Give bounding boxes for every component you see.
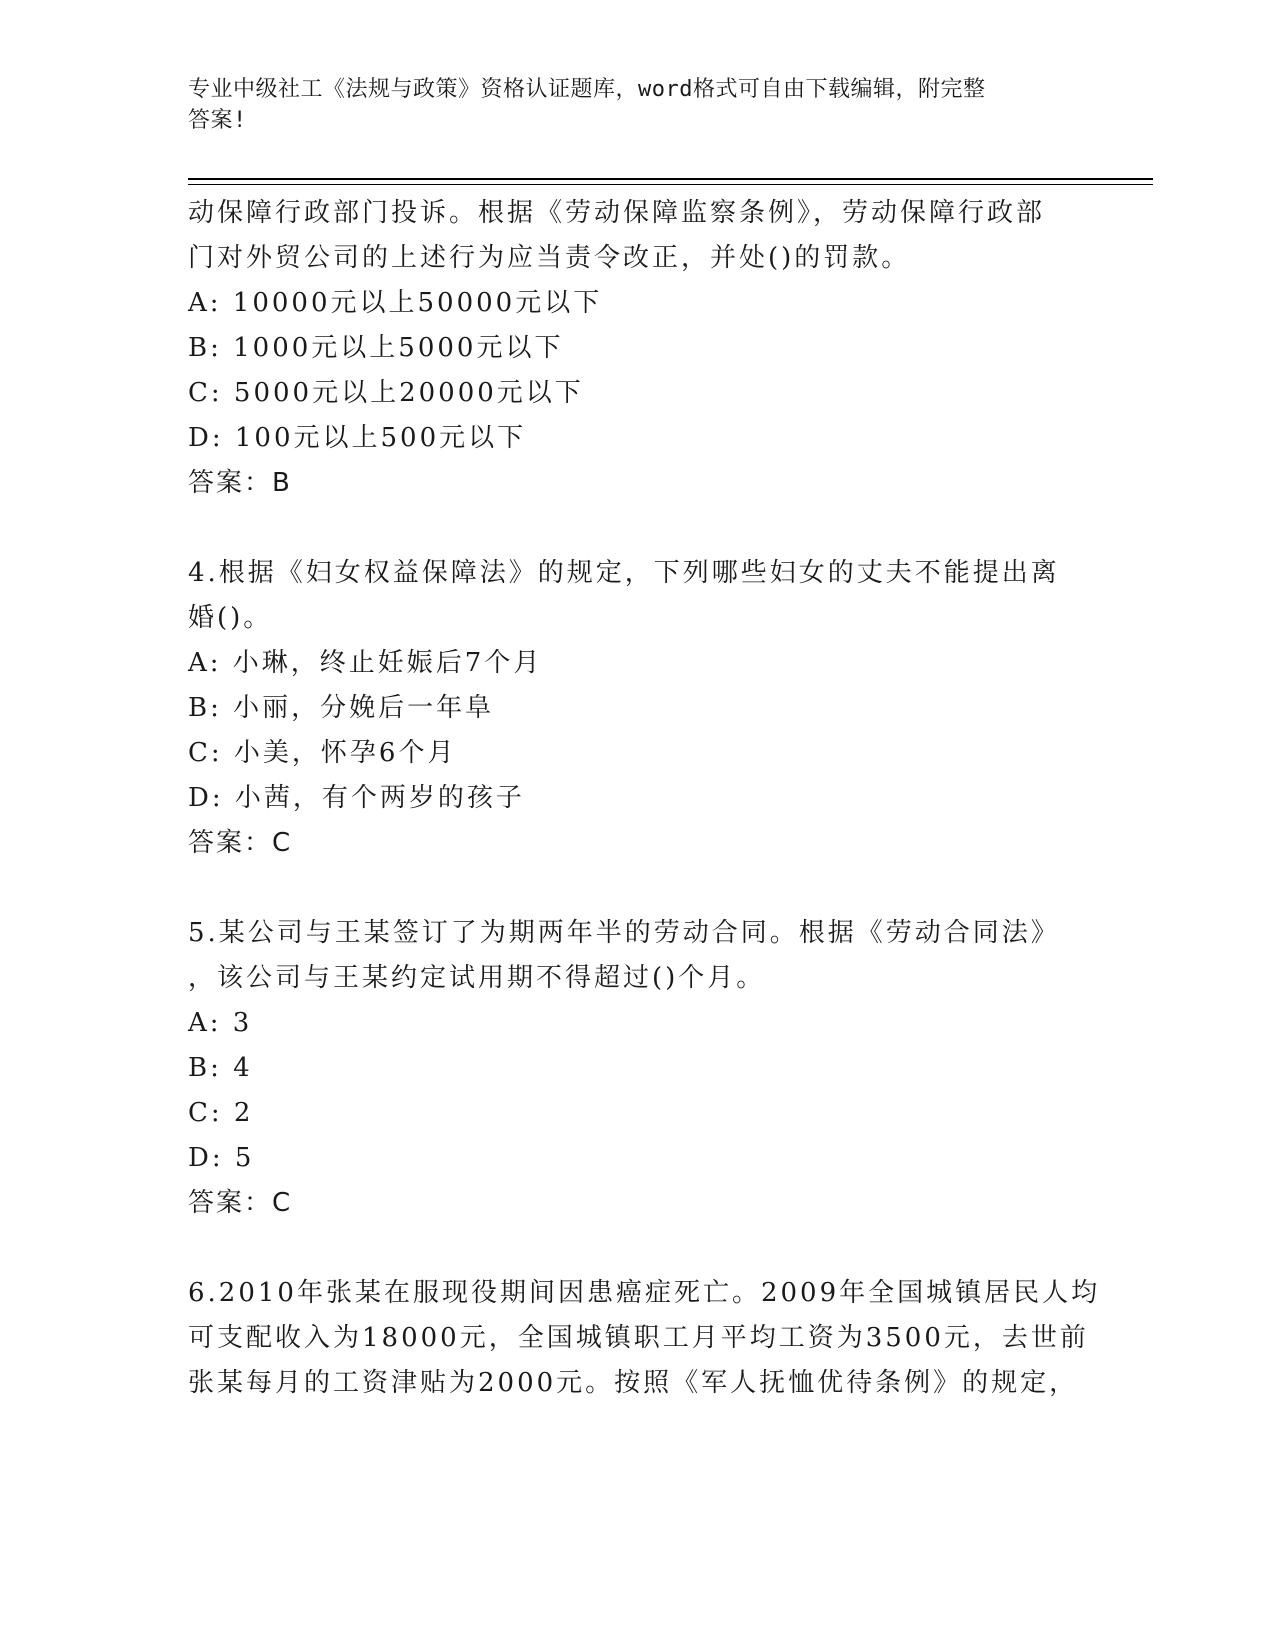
question-3: [188, 191, 1088, 506]
option-a: A: 3: [188, 1008, 253, 1038]
page-header: [188, 74, 1068, 136]
spacer: [188, 506, 1088, 551]
question-stem-line: 可支配收入为18000元，全国城镇职工月平均工资为3500元，去世前: [188, 1323, 1089, 1353]
header-divider-thick: [188, 178, 1153, 180]
header-title-line-1: 专业中级社工《法规与政策》资格认证题库，word格式可自由下载编辑，附完整: [188, 77, 986, 102]
option-b: B: 1000元以上5000元以下: [188, 333, 564, 363]
option-d: D: 100元以上500元以下: [188, 423, 527, 453]
question-body: [188, 191, 1101, 1406]
question-stem-line: ，该公司与王某约定试用期不得超过()个月。: [188, 963, 766, 993]
answer-line: 答案：C: [188, 828, 293, 858]
option-b: B: 小丽，分娩后一年阜: [188, 693, 495, 723]
option-c: C: 小美，怀孕6个月: [188, 738, 457, 768]
option-a: A: 小琳，终止妊娠后7个月: [188, 648, 543, 678]
header-divider-thin: [188, 184, 1153, 185]
question-stem-line: 4.根据《妇女权益保障法》的规定，下列哪些妇女的丈夫不能提出离: [188, 558, 1060, 588]
question-stem-line: 6.2010年张某在服现役期间因患癌症死亡。2009年全国城镇居民人均: [188, 1278, 1101, 1308]
answer-line: 答案：B: [188, 468, 292, 498]
option-a: A: 10000元以上50000元以下: [188, 288, 603, 318]
question-stem-line: 5.某公司与王某签订了为期两年半的劳动合同。根据《劳动合同法》: [188, 918, 1060, 948]
question-5: [188, 911, 1088, 1226]
spacer: [188, 1226, 1088, 1271]
option-c: C: 2: [188, 1098, 254, 1128]
question-stem-line: 动保障行政部门投诉。根据《劳动保障监察条例》，劳动保障行政部: [188, 198, 1046, 228]
option-c: C: 5000元以上20000元以下: [188, 378, 584, 408]
question-4: [188, 551, 1088, 866]
question-6: [188, 1271, 1101, 1406]
spacer: [188, 866, 1088, 911]
question-stem-line: 门对外贸公司的上述行为应当责令改正，并处()的罚款。: [188, 243, 911, 273]
answer-line: 答案：C: [188, 1188, 293, 1218]
option-d: D: 5: [188, 1143, 255, 1173]
option-d: D: 小茜，有个两岁的孩子: [188, 783, 525, 813]
option-b: B: 4: [188, 1053, 253, 1083]
question-stem-line: 张某每月的工资津贴为2000元。按照《军人抚恤优待条例》的规定，: [188, 1368, 1079, 1398]
header-title-line-2: 答案!: [188, 108, 247, 133]
question-stem-line: 婚()。: [188, 603, 273, 633]
